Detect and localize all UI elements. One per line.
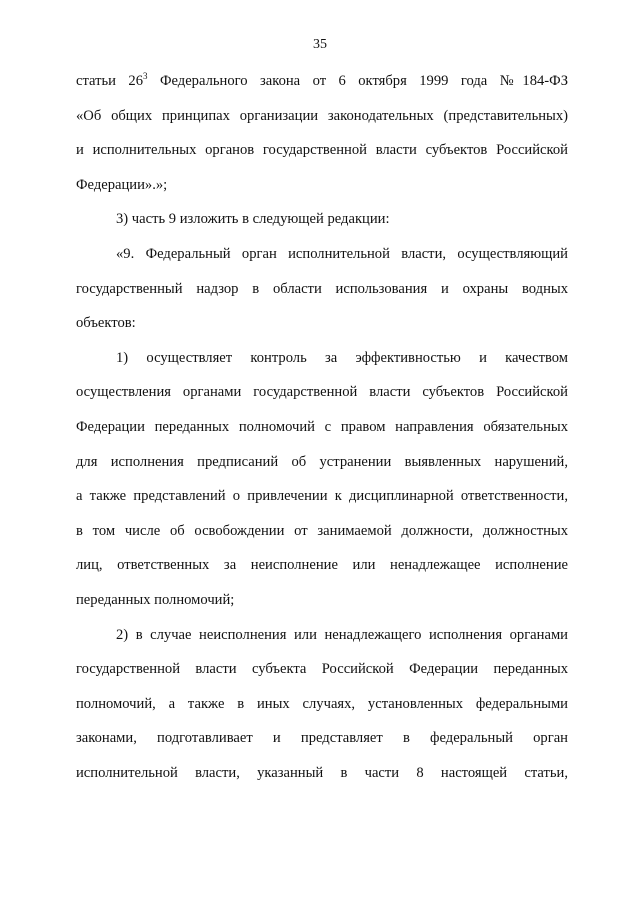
text-line: государственной власти субъекта Российской Федерации переданных <box>76 661 568 678</box>
text-line: законами, подготавливает и представляет в федеральный орган <box>76 730 568 747</box>
paragraph-start: 1) осуществляет контроль за эффективностью и качеством <box>116 349 568 366</box>
text-line: Федерации переданных полномочий с правом направления обязательных <box>76 418 568 435</box>
text-line: в том числе об освобождении от занимаемой должности, должностных <box>76 522 568 539</box>
text-line: Федерации».»; <box>76 176 168 193</box>
text-line: государственный надзор в области использования и охраны водных <box>76 280 568 297</box>
text-line: лиц, ответственных за неисполнение или ненадлежащее исполнение <box>76 557 568 574</box>
page-number: 35 <box>313 37 327 52</box>
superscript: 3 <box>143 71 148 82</box>
text-line: объектов: <box>76 315 136 332</box>
text-line: переданных полномочий; <box>76 591 235 608</box>
text-line: статьи $26^3$ Федерального закона от 6 октября 1999 года №184-ФЗ <box>76 71 569 89</box>
paragraph-start: 3) часть 9 изложить в следующей редакции: <box>116 211 390 228</box>
paragraph-start: 2) в случае неисполнения или ненадлежащего исполнения органами <box>116 626 568 643</box>
text-line: осуществления органами государственной власти субъектов Российской <box>76 384 568 401</box>
document-body <box>76 64 568 790</box>
text-line: «Об общих принципах организации законодательных (представительных) <box>76 107 568 124</box>
text-line: для исполнения предписаний об устранении выявленных нарушений, <box>76 453 568 470</box>
text-line: а также представлений о привлечении к дисциплинарной ответственности, <box>76 488 568 505</box>
text-line: исполнительной власти, указанный в части 8 настоящей статьи, <box>76 764 568 781</box>
paragraph-start: «9. Федеральный орган исполнительной власти, осуществляющий <box>116 245 568 262</box>
text-line: полномочий, а также в иных случаях, установленных федеральными <box>76 695 568 712</box>
text-line: и исполнительных органов государственной власти субъектов Российской <box>76 142 568 159</box>
